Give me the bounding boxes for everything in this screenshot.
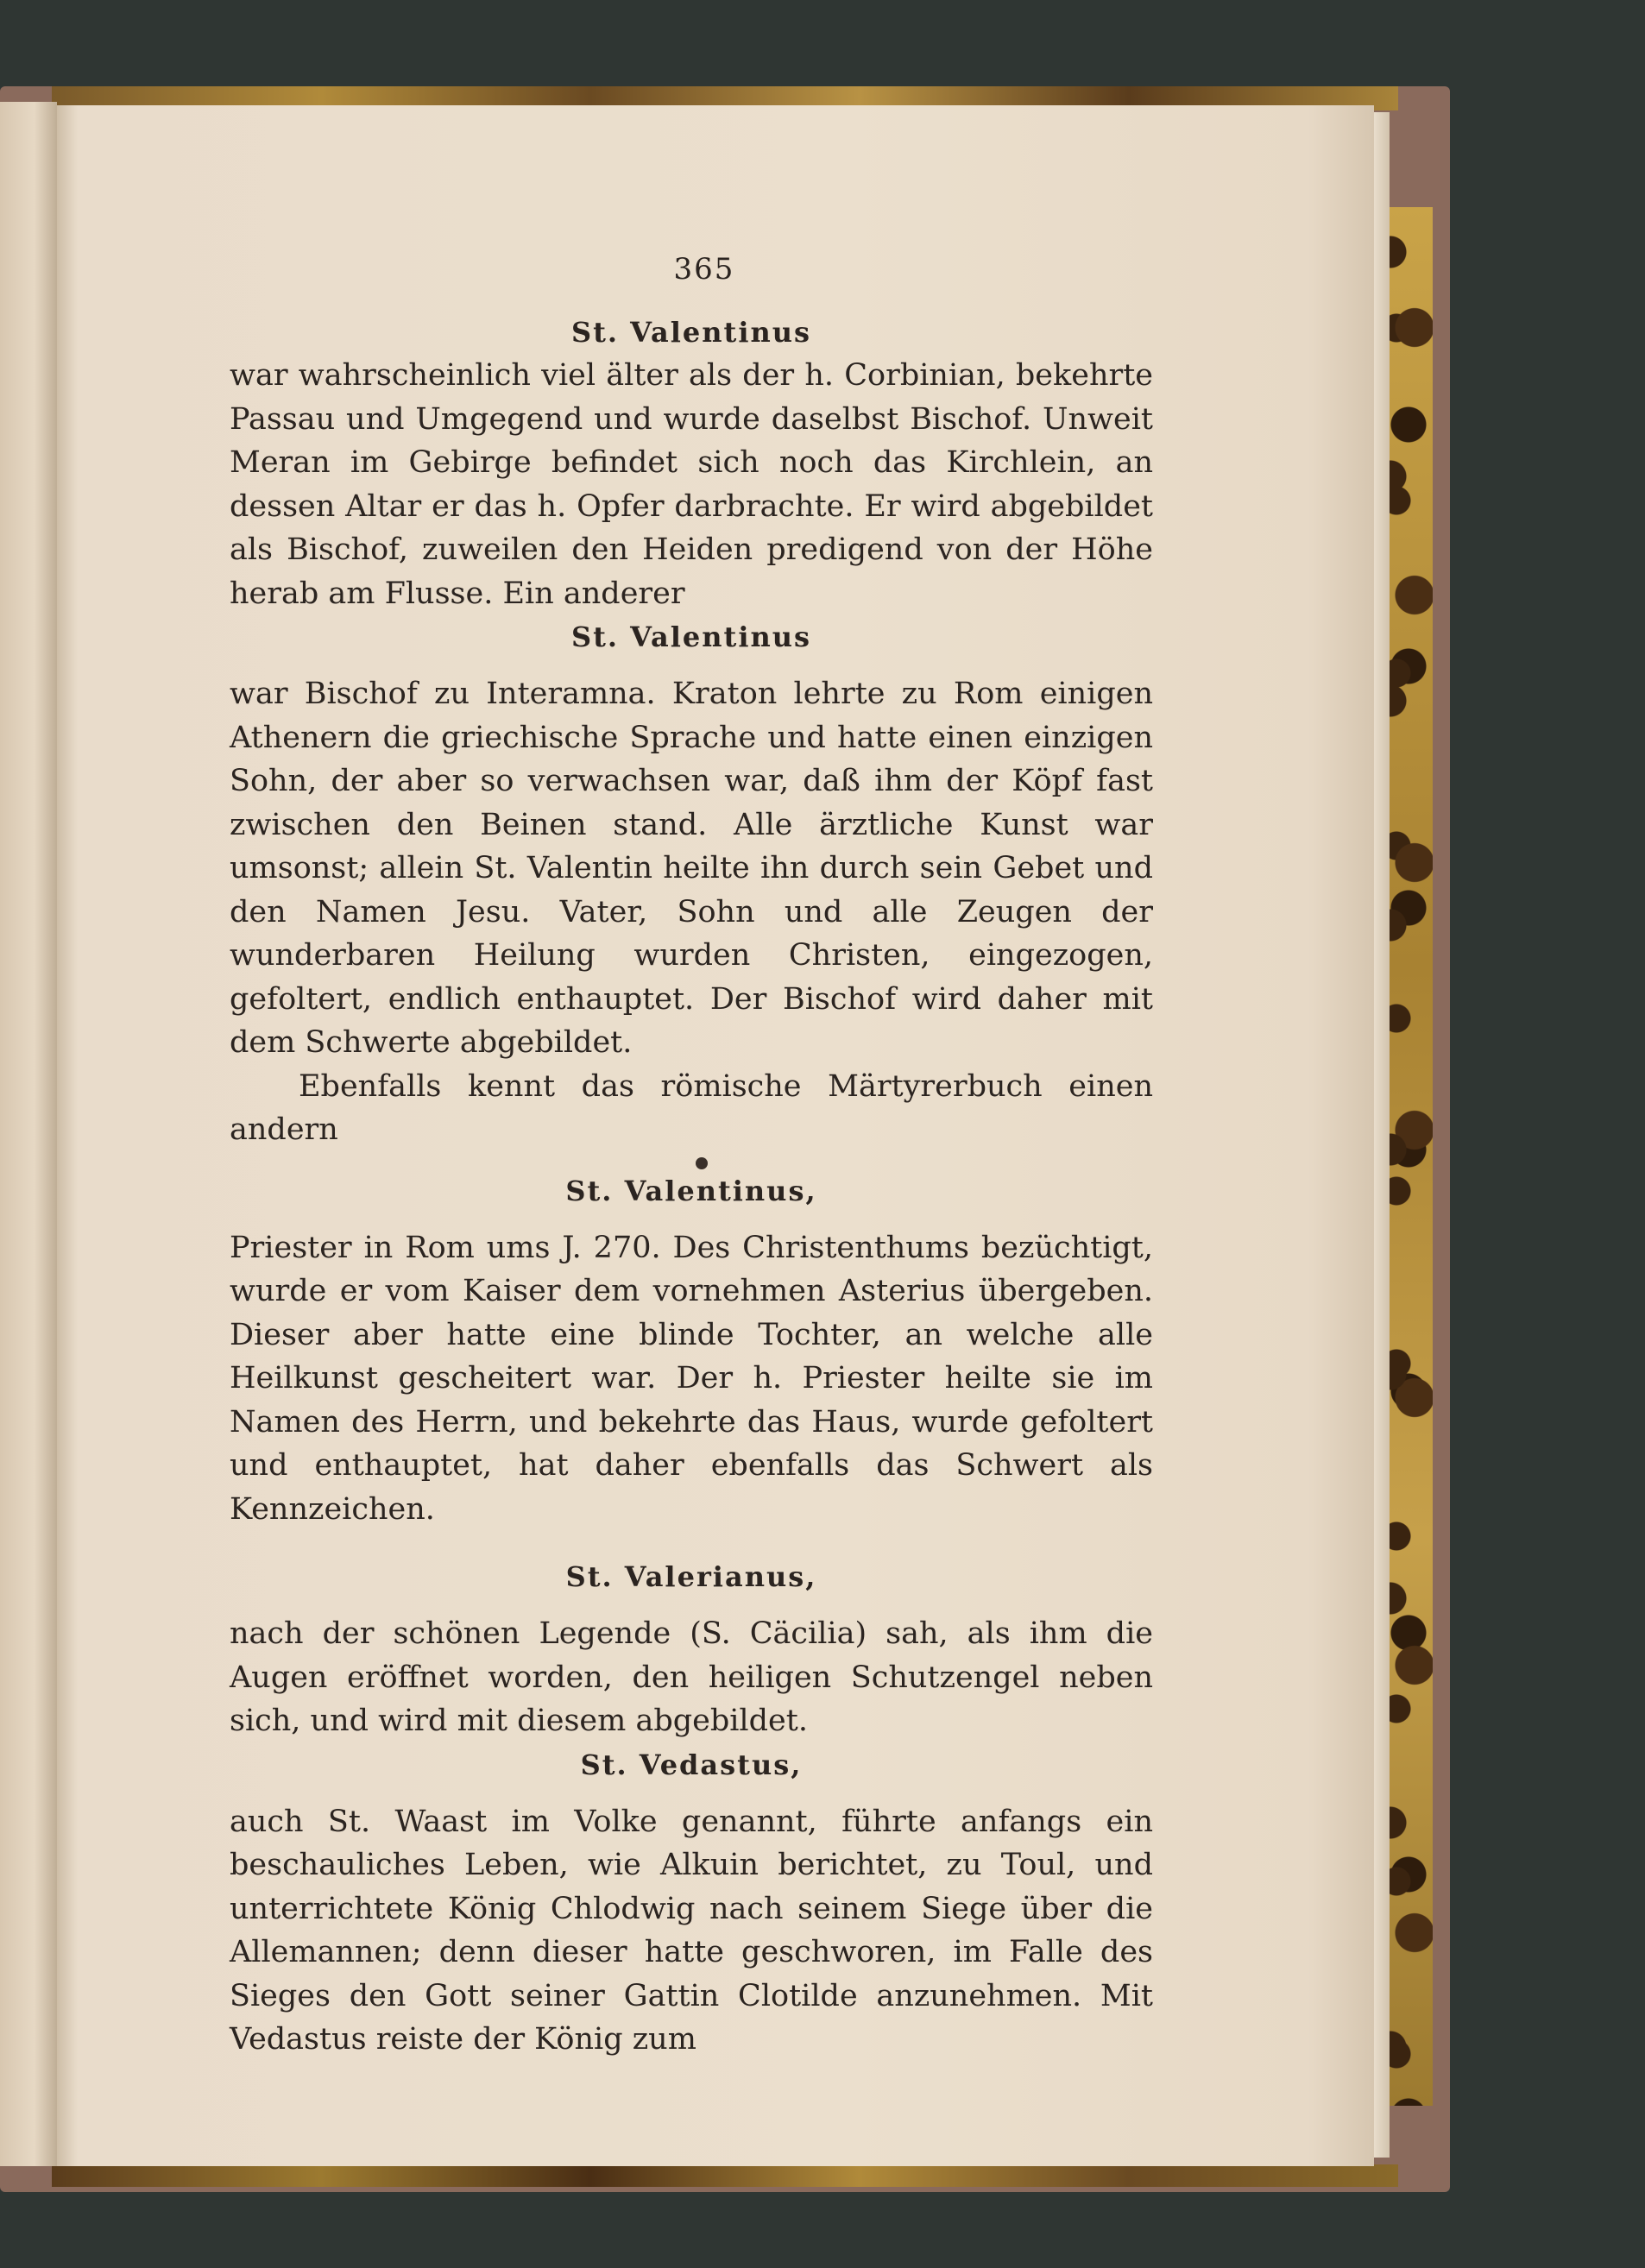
section-heading: St. Valentinus	[570, 621, 812, 653]
book-bottom-edge	[52, 2164, 1398, 2187]
section-heading: St. Valerianus,	[565, 1560, 817, 1593]
section-heading: St. Valentinus	[570, 316, 812, 349]
section-text: auch St. Waast im Volke genannt, führte anfangs ein beschauliches Leben, wie Alkuin berichtet, zu Toul, und unterrichtete König Chlodwig nach seinem Siege über die Allemannen; denn dieser hatte geschworen, im Falle des Sieges den Gott seiner Gattin Clotilde anzunehmen. Mit Vedastus reiste der König zum	[230, 1804, 1153, 2057]
section-text: war wahrscheinlich viel älter als der h. Corbinian, bekehrte Passau und Umgegend und wurde daselbst Bischof. Unweit Meran im Gebirge befindet sich noch das Kirchlein, an dessen Altar er das h. Opfer darbrachte. Er wird abgebildet als Bischof, zuweilen den Heiden predigend von der Höhe herab am Flusse. Ein anderer	[230, 358, 1153, 611]
ink-dot	[696, 1157, 708, 1169]
section-continuation: Ebenfalls kennt das römische Märtyrerbuch einen andern	[230, 1068, 1153, 1147]
page-number: 365	[673, 252, 735, 287]
page-content	[230, 252, 1153, 2062]
section-text: war Bischof zu Interamna. Kraton lehrte zu Rom einigen Athenern die griechische Sprache und hatte einen einzigen Sohn, der aber so verwachsen war, daß ihm der Köpf fast zwischen den Beinen stand. Alle ärztliche Kunst war umsonst; allein St. Valentin heilte ihn durch sein Gebet und den Namen Jesu. Vater, Sohn und alle Zeugen der wunderbaren Heilung wurden Christen, eingezogen, gefoltert, endlich enthauptet. Der Bischof wird daher mit dem Schwerte abgebildet.	[230, 677, 1153, 1060]
section-text: Priester in Rom ums J. 270. Des Christenthums bezüchtigt, wurde er vom Kaiser dem vornehmen Asterius übergeben. Dieser aber hatte eine blinde Tochter, an welche alle Heilkunst gescheitert war. Der h. Priester heilte sie im Namen des Herrn, und bekehrte das Haus, wurde gefoltert und enthauptet, hat daher ebenfalls das Schwert als Kennzeichen.	[230, 1230, 1153, 1527]
left-page-edge	[0, 102, 57, 2166]
section-heading: St. Vedastus,	[580, 1748, 803, 1781]
section-text: nach der schönen Legende (S. Cäcilia) sah, als ihm die Augen eröffnet worden, den heiligen Schutzengel neben sich, und wird mit diesem abgebildet.	[230, 1616, 1153, 1738]
section-heading: St. Valentinus,	[565, 1174, 817, 1207]
